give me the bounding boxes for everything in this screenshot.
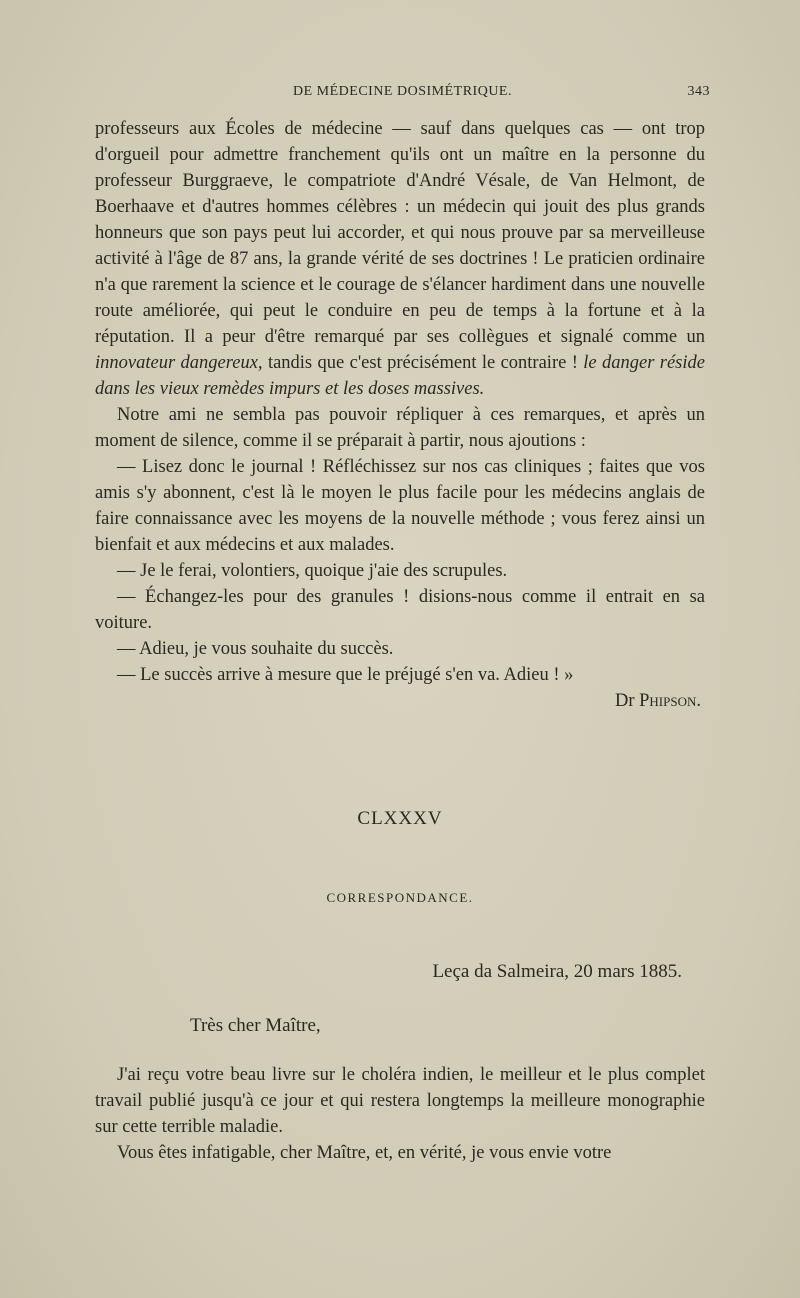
- paragraph: Notre ami ne sembla pas pouvoir répliquer à ces remarques, et après un moment de silence, comme il se préparait à partir, nous ajoutions :: [95, 405, 705, 451]
- signature-name: Phipson.: [639, 691, 701, 711]
- paragraph-text: tandis que c'est précisément le contraire !: [262, 353, 584, 373]
- signature-prefix: Dr: [614, 691, 635, 711]
- body-text: [95, 116, 705, 714]
- section-number: CLXXXV: [357, 808, 443, 829]
- paragraph-continuation: [95, 116, 705, 402]
- letter-salutation: Très cher Maître,: [190, 1015, 321, 1036]
- running-title: DE MÉDECINE DOSIMÉTRIQUE.: [293, 84, 512, 99]
- section-title: CORRESPONDANCE.: [326, 890, 474, 905]
- dialogue-line: — Je le ferai, volontiers, quoique j'aie des scrupules.: [117, 561, 508, 581]
- letter-paragraph: Vous êtes infatigable, cher Maître, et, en vérité, je vous envie votre: [117, 1143, 612, 1163]
- dialogue-line: — Le succès arrive à mesure que le préjugé s'en va. Adieu ! »: [117, 665, 574, 685]
- emphasis-innovateur: innovateur dangereux,: [95, 353, 263, 373]
- page-number: 343: [687, 84, 710, 99]
- emphasis-danger: le danger réside dans les vieux remèdes impurs et les doses massives.: [95, 353, 705, 399]
- letter-place-date: Leça da Salmeira, 20 mars 1885.: [432, 961, 682, 982]
- dialogue-line: — Adieu, je vous souhaite du succès.: [117, 639, 394, 659]
- paragraph-text: professeurs aux Écoles de médecine — sauf dans quelques cas — ont trop d'orgueil pour admettre franchement qu'ils ont un maître en la personne du professeur Burggraeve, le compatriote d'André Vésale, de Van Helmont, de Boerhaave et d'autres hommes célèbres : un médecin qui jouit des plus grands honneurs que son pays peut lui accorder, et qui nous prouve par sa merveilleuse activité à l'âge de 87 ans, la grande vérité de ses doctrines ! Le praticien ordinaire n'a que rarement la science et le courage de s'élancer hardiment dans une nouvelle route améliorée, qui peut le conduire en peu de temps à la fortune et à la réputation. Il a peur d'être remarqué par ses collègues et signalé comme un: [95, 119, 705, 347]
- dialogue-line: — Lisez donc le journal ! Réfléchissez sur nos cas cliniques ; faites que vos amis s'y abonnent, c'est là le moyen le plus facile pour les médecins anglais de faire connaissance avec les moyens de la nouvelle méthode ; vous ferez ainsi un bienfait et aux médecins et aux malades.: [95, 457, 705, 555]
- running-head: [95, 84, 710, 106]
- letter-paragraph: J'ai reçu votre beau livre sur le choléra indien, le meilleur et le plus complet travail publié jusqu'à ce jour et qui restera longtemps la meilleure monographie sur cette terrible maladie.: [95, 1065, 705, 1137]
- signature: [95, 688, 705, 714]
- letter-body: [95, 1062, 705, 1166]
- dialogue-line: — Échangez-les pour des granules ! disions-nous comme il entrait en sa voiture.: [95, 587, 705, 633]
